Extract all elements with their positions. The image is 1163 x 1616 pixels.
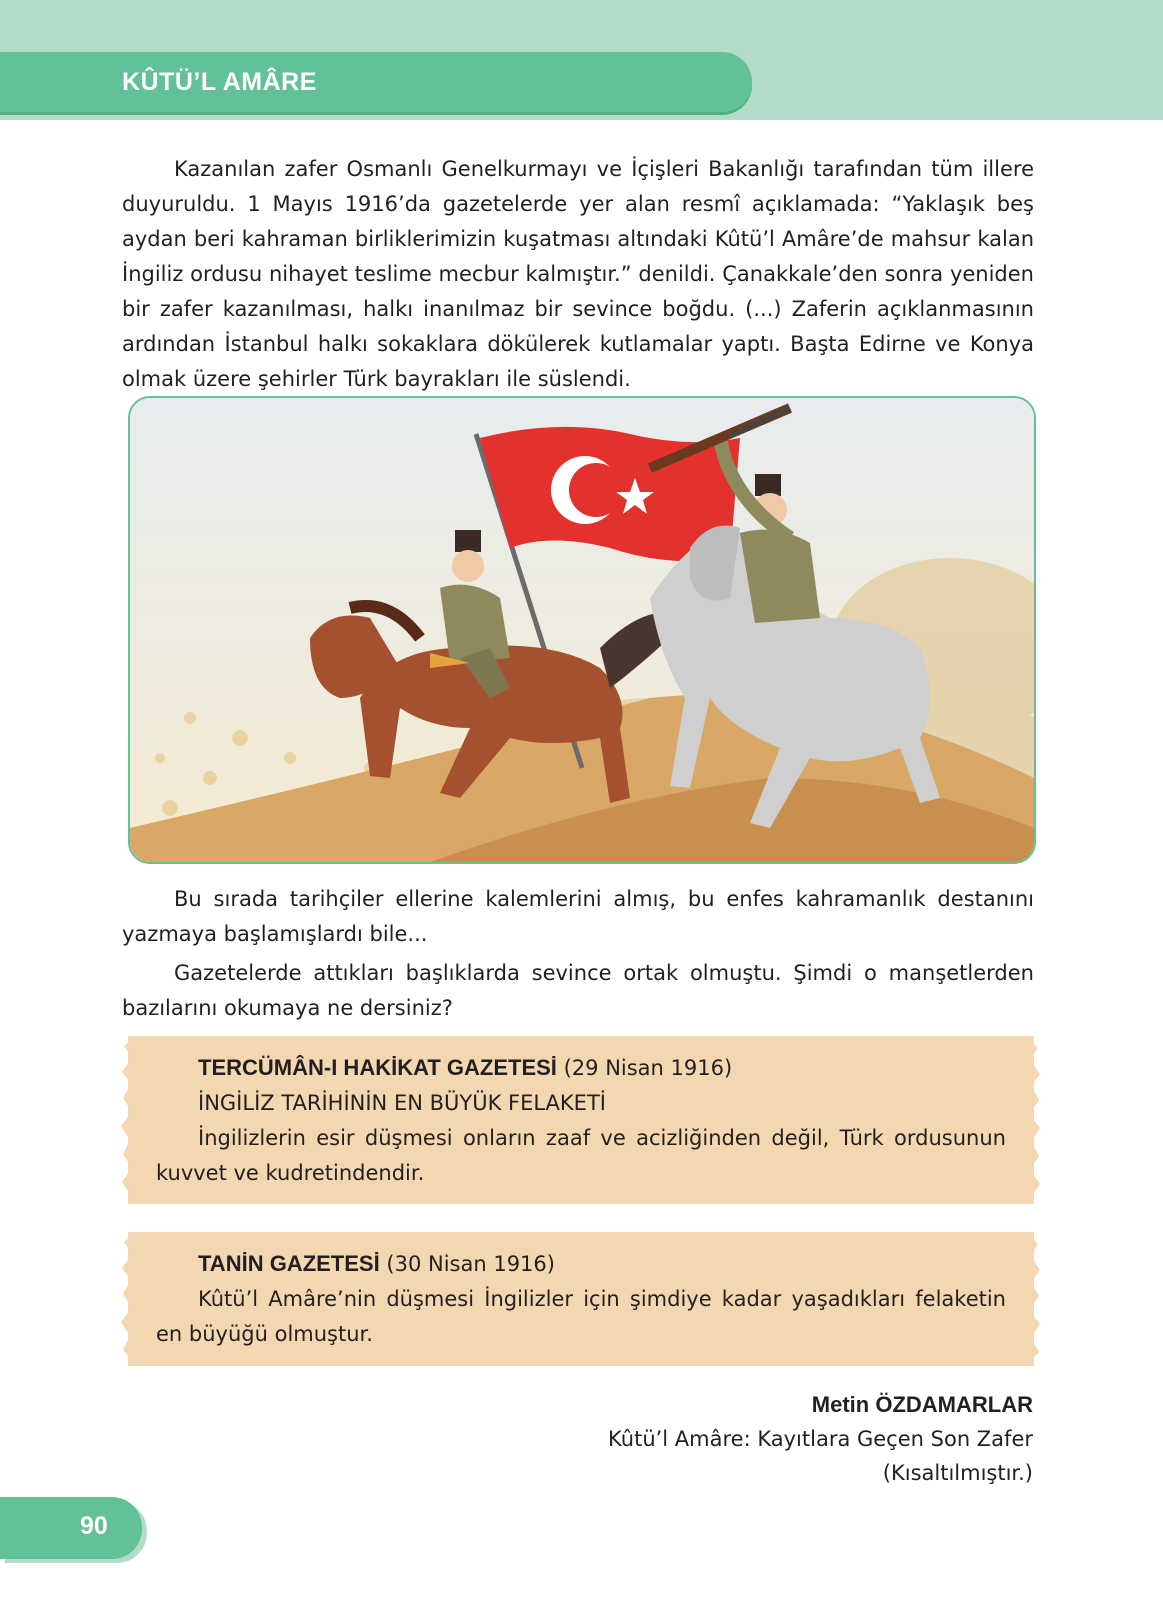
historians-paragraph-text: Bu sırada tarihçiler ellerine kalemlerini almış, bu enfes kahramanlık destanını yazmaya başlamışlardı bile... <box>122 887 1034 946</box>
newspaper-body-text: Kûtü’l Amâre’nin düşmesi İngilizler için şimdiye kadar yaşadıkları felaketin en büyüğü olmuştur. <box>156 1287 1006 1346</box>
intro-paragraph <box>122 152 1034 397</box>
newspaper-name: TANİN GAZETESİ <box>198 1251 380 1276</box>
page-number: 90 <box>80 1512 108 1540</box>
newspaper-body <box>156 1121 1006 1191</box>
clipping-text <box>156 1246 1006 1352</box>
credit-source: Kûtü’l Amâre: Kayıtlara Geçen Son Zafer <box>608 1427 1033 1451</box>
torn-edge-right <box>1026 1232 1042 1366</box>
source-credit <box>608 1388 1033 1490</box>
clipping-title-line <box>156 1246 1006 1282</box>
newspaper-headline: İNGİLİZ TARİHİNİN EN BÜYÜK FELAKETİ <box>198 1091 606 1115</box>
illustration-svg <box>130 398 1034 862</box>
newspapers-paragraph-text: Gazetelerde attıkları başlıklarda sevince ortak olmuştu. Şimdi o manşetlerden bazılarını okumaya ne dersiniz? <box>122 961 1034 1020</box>
torn-edge-left <box>120 1232 136 1366</box>
chapter-title-tab <box>0 52 752 112</box>
clipping-text <box>156 1050 1006 1191</box>
newspapers-paragraph <box>122 956 1034 1026</box>
newspaper-date: (29 Nisan 1916) <box>563 1056 733 1080</box>
credit-note: (Kısaltılmıştır.) <box>882 1461 1033 1485</box>
torn-edge-left <box>120 1036 136 1204</box>
credit-author: Metin ÖZDAMARLAR <box>811 1392 1033 1417</box>
clipping-title-line <box>156 1050 1006 1086</box>
newspaper-clipping-tanin <box>128 1232 1034 1366</box>
historians-paragraph <box>122 882 1034 952</box>
intro-paragraph-text: Kazanılan zafer Osmanlı Genelkurmayı ve İçişleri Bakanlığı tarafından tüm illere duyuruldu. 1 Mayıs 1916’da gazetelerde yer alan resmî açıklamada: “Yaklaşık beş aydan beri kahraman birliklerimizin kuşatması altındaki Kûtü’l Amâre’de mahsur kalan İngiliz ordusu nihayet teslime mecbur kalmıştır.” denildi. Çanakkale’den sonra yeniden bir zafer kazanılması, halkı inanılmaz bir sevince boğdu. (...) Zaferin açıklanmasının ardından İstanbul halkı sokaklara dökülerek kutlamalar yaptı. Başta Edirne ve Konya olmak üzere şehirler Türk bayrakları ile süslendi. <box>122 157 1034 391</box>
cavalry-flag-illustration <box>128 396 1036 864</box>
newspaper-body <box>156 1282 1006 1352</box>
torn-edge-right <box>1026 1036 1042 1204</box>
newspaper-name: TERCÜMÂN-I HAKİKAT GAZETESİ <box>198 1055 557 1080</box>
newspaper-clipping-tercuman <box>128 1036 1034 1204</box>
newspaper-date: (30 Nisan 1916) <box>386 1252 555 1276</box>
chapter-title: KÛTÜ’L AMÂRE <box>122 68 317 96</box>
newspaper-body-text: İngilizlerin esir düşmesi onların zaaf ve acizliğinden değil, Türk ordusunun kuvvet ve kudretindendir. <box>156 1126 1006 1185</box>
page-number-tab <box>0 1497 142 1559</box>
